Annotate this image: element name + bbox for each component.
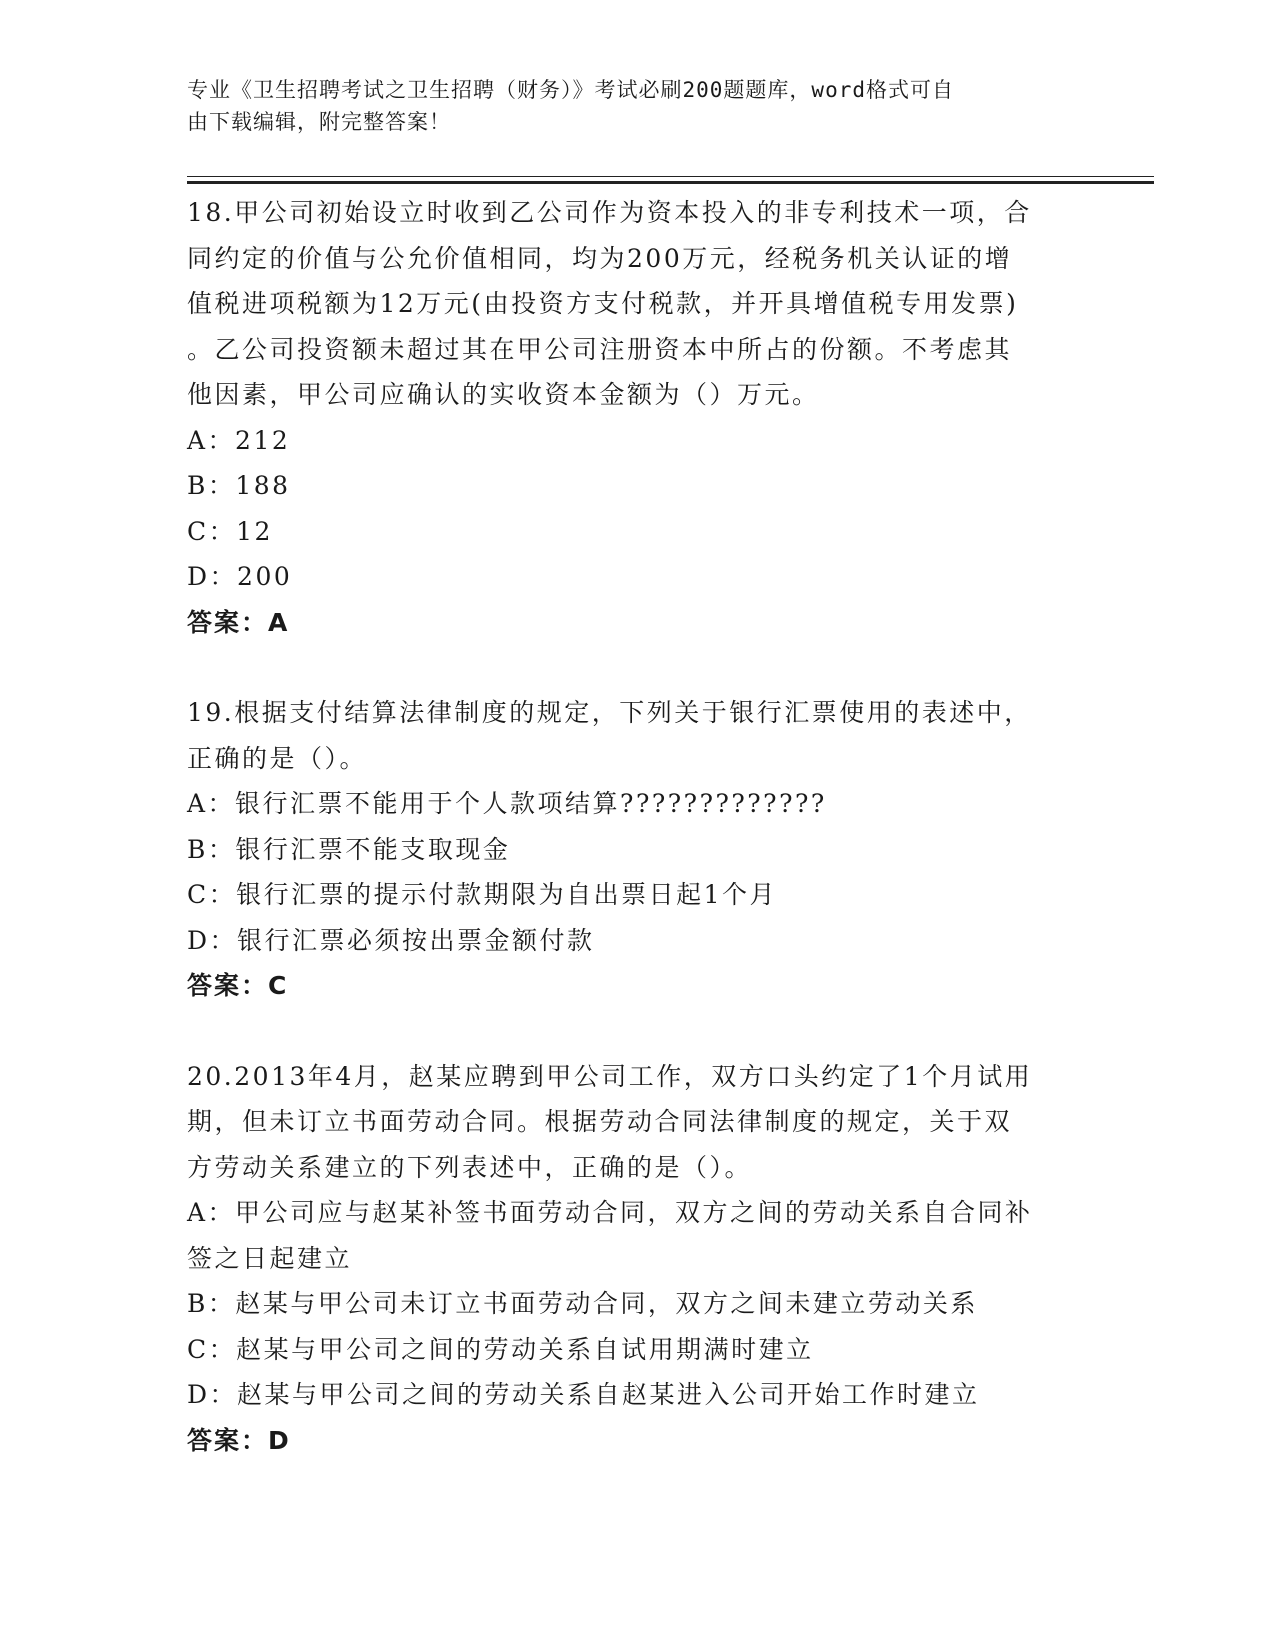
option-b: B：赵某与甲公司未订立书面劳动合同，双方之间未建立劳动关系 [187, 1289, 978, 1318]
option-d: D：银行汇票必须按出票金额付款 [187, 925, 595, 955]
answer-line: 答案：D [187, 1425, 291, 1455]
option-d: D：200 [187, 562, 293, 591]
question-19 [187, 690, 1087, 1009]
option-d: D：赵某与甲公司之间的劳动关系自赵某进入公司开始工作时建立 [187, 1380, 980, 1409]
option-c: C：银行汇票的提示付款期限为自出票日起1个月 [187, 880, 778, 909]
option-a: A：银行汇票不能用于个人款项结算????????????? [187, 789, 827, 818]
header-divider-thin [187, 176, 1154, 177]
option-b: B：银行汇票不能支取现金 [187, 834, 511, 864]
question-stem-line: 他因素，甲公司应确认的实收资本金额为（）万元。 [187, 380, 820, 409]
question-stem-line: 20.2013年4月，赵某应聘到甲公司工作，双方口头约定了1个月试用 [187, 1061, 1033, 1091]
answer-line: 答案：C [187, 971, 289, 1000]
question-stem-line: 19.根据支付结算法律制度的规定，下列关于银行汇票使用的表述中， [187, 698, 1032, 727]
question-stem-line: 值税进项税额为12万元(由投资方支付税款，并开具增值税专用发票) [187, 289, 1019, 318]
option-a: A：212 [187, 425, 291, 455]
question-18 [187, 190, 1087, 645]
header-line-1: 专业《卫生招聘考试之卫生招聘（财务）》考试必刷200题题库，word格式可自 [187, 78, 954, 102]
question-list [187, 190, 1087, 1463]
document-header [187, 74, 1067, 138]
question-stem-line: 同约定的价值与公允价值相同，均为200万元，经税务机关认证的增 [187, 243, 1013, 273]
header-line-2: 由下载编辑，附完整答案！ [187, 110, 451, 134]
option-a: A：甲公司应与赵某补签书面劳动合同，双方之间的劳动关系自合同补 [187, 1198, 1033, 1227]
answer-line: 答案：A [187, 607, 290, 637]
option-b: B：188 [187, 471, 291, 500]
question-stem-line: 。乙公司投资额未超过其在甲公司注册资本中所占的份额。不考虑其 [187, 334, 1013, 364]
question-stem-line: 期，但未订立书面劳动合同。根据劳动合同法律制度的规定，关于双 [187, 1107, 1013, 1136]
option-c: C：12 [187, 516, 273, 546]
option-c: C：赵某与甲公司之间的劳动关系自试用期满时建立 [187, 1334, 814, 1364]
question-20 [187, 1054, 1087, 1464]
question-stem-line: 正确的是（）。 [187, 743, 368, 773]
option-a-continued: 签之日起建立 [187, 1243, 353, 1273]
question-stem-line: 方劳动关系建立的下列表述中，正确的是（）。 [187, 1152, 753, 1182]
question-stem-line: 18.甲公司初始设立时收到乙公司作为资本投入的非专利技术一项，合 [187, 198, 1032, 227]
header-divider-thick [187, 181, 1154, 184]
